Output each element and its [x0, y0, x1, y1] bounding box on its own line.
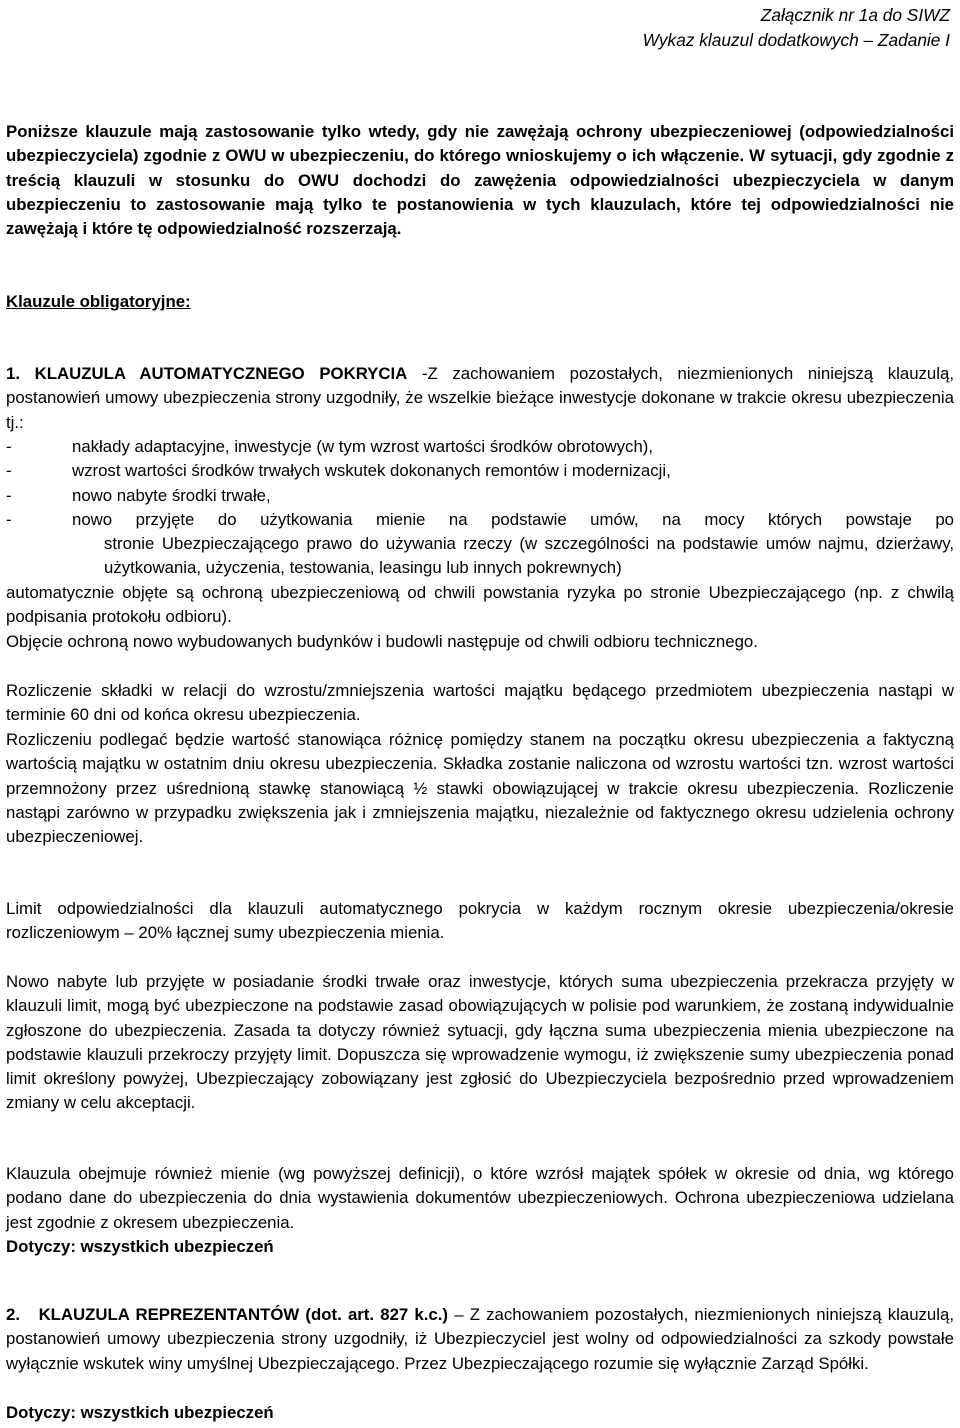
section-heading: Klauzule obligatoryjne: [6, 292, 191, 311]
clause-2-body: – Z zachowaniem pozostałych, niezmienionych niniejszą klauzulą, postanowień umowy ubezpieczenia strony uzgodniły, iż Ubezpieczyciel jest wolny od odpowiedzialności za szkody powstałe wyłącznie wskutek winy umyślnej Ubezpieczającego. Przez Ubezpieczającego rozumie się wyłącznie Zarząd Spółki. [6, 1305, 954, 1373]
clause-1-lead [6, 362, 954, 435]
list-item: - nakłady adaptacyjne, inwestycje (w tym wzrost wartości środków obrotowych), [6, 437, 654, 456]
clause-1-companies: Klauzula obejmuje również mienie (wg powyższej definicji), o które wzrósł majątek spółek w okresie od dnia, wg którego podano dane do ubezpieczenia do dnia wystawienia dokumentów ubezpieczeniowych. Ochrona ubezpieczeniowa udzielana jest zgodnie z okresem ubezpieczenia. [6, 1164, 954, 1232]
attachment-subtitle: Wykaz klauzul dodatkowych – Zadanie I [642, 29, 950, 50]
clause-2-applies: Dotyczy: wszystkich ubezpieczeń [6, 1403, 274, 1422]
document-header [643, 3, 950, 52]
clause-1-after-list: automatycznie objęte są ochroną ubezpieczeniową od chwili powstania ryzyka po stronie Ubezpieczającego (np. z chwilą podpisania protokołu odbioru). [6, 583, 954, 627]
clause-1-number: 1. [6, 364, 20, 383]
clause-1-new-assets: Nowo nabyte lub przyjęte w posiadanie środki trwałe oraz inwestycje, których suma ubezpieczenia przekracza przyjęty w klauzuli limit, mogą być ubezpieczone na podstawie zasad obowiązujących w polisie pod warunkiem, że zostaną indywidualnie zgłoszone do ubezpieczenia. Zasada ta dotyczy również sytuacji, gdy łączna suma ubezpieczenia mienia ubezpieczone na podstawie klauzuli przekroczy przyjęty limit. Dopuszcza się wprowadzenie wymogu, iż zwiększenie sumy ubezpieczenia ponad limit określony powyżej, Ubezpieczający zobowiązany jest zgłosić do Ubezpieczyciela bezpośrednio przed wprowadzeniem zmiany w celu akceptacji. [6, 972, 954, 1113]
clause-1-applies: Dotyczy: wszystkich ubezpieczeń [6, 1237, 274, 1256]
clause-2-number: 2. [6, 1305, 20, 1324]
list-item: - nowo przyjęte do użytkowania mienie na podstawie umów, na mocy których powstaje po stronie Ubezpieczającego prawo do używania rzeczy (w szczególności na podstawie umów najmu, dzierżawy, użytkowania, użyczenia, testowania, leasingu lub innych pokrewnych) [6, 508, 954, 581]
clause-1-lead-text: -Z zachowaniem pozostałych, niezmienionych niniejszą klauzulą, postanowień umowy ubezpieczenia strony uzgodniły, że wszelkie bieżące inwestycje dokonane w trakcie okresu ubezpieczenia tj.: [6, 364, 954, 432]
clause-2-title: KLAUZULA REPREZENTANTÓW (dot. art. 827 k.c.) [38, 1305, 449, 1324]
clause-1-new-buildings: Objęcie ochroną nowo wybudowanych budynków i budowli następuje od chwili odbioru technicznego. [6, 632, 758, 651]
clause-1-title: KLAUZULA AUTOMATYCZNEGO POKRYCIA [34, 364, 408, 383]
clause-1-settlement-1: Rozliczenie składki w relacji do wzrostu/zmniejszenia wartości majątku będącego przedmiotem ubezpieczenia nastąpi w terminie 60 dni od końca okresu ubezpieczenia. [6, 681, 954, 725]
list-item: - nowo nabyte środki trwałe, [6, 485, 271, 505]
clause-1-settlement-2: Rozliczeniu podlegać będzie wartość stanowiąca różnicę pomiędzy stanem na początku okresu ubezpieczenia a faktyczną wartością majątku w ostatnim dniu okresu ubezpieczenia. Składka zostanie naliczona od wzrostu wartości tzn. wzrost wartości przemnożony przez uśrednioną stawkę stanowiącą ½ stawki obowiązującej w trakcie okresu ubezpieczenia. Rozliczenie nastąpi zarówno w przypadku zwiększenia jak i zmniejszenia majątku, niezależnie od faktycznego okresu udzielenia ochrony ubezpieczeniowej. [6, 730, 954, 847]
intro-paragraph: Poniższe klauzule mają zastosowanie tylko wtedy, gdy nie zawężają ochrony ubezpieczeniowej (odpowiedzialności ubezpieczyciela) zgodnie z OWU w ubezpieczeniu, do którego wnioskujemy o ich włączenie. W sytuacji, gdy zgodnie z treścią klauzuli w stosunku do OWU dochodzi do zawężenia odpowiedzialności ubezpieczyciela w danym ubezpieczeniu to zastosowanie mają tylko te postanowienia w tych klauzulach, które tej odpowiedzialności nie zawężają i które tę odpowiedzialność rozszerzają. [6, 122, 954, 239]
attachment-title: Załącznik nr 1a do SIWZ [760, 5, 950, 25]
clause-1-list [6, 435, 954, 581]
list-item-continuation: stronie Ubezpieczającego prawo do używania rzeczy (w szczególności na podstawie umów najmu, dzierżawy, użytkowania, użyczenia, testowania, leasingu lub innych pokrewnych) [104, 534, 954, 578]
list-item: - wzrost wartości środków trwałych wskutek dokonanych remontów i modernizacji, [6, 461, 671, 481]
clause-1-limit: Limit odpowiedzialności dla klauzuli automatycznego pokrycia w każdym rocznym okresie ubezpieczenia/okresie rozliczeniowym – 20% łącznej sumy ubezpieczenia mienia. [6, 899, 954, 943]
clause-2-paragraph [6, 1303, 954, 1376]
